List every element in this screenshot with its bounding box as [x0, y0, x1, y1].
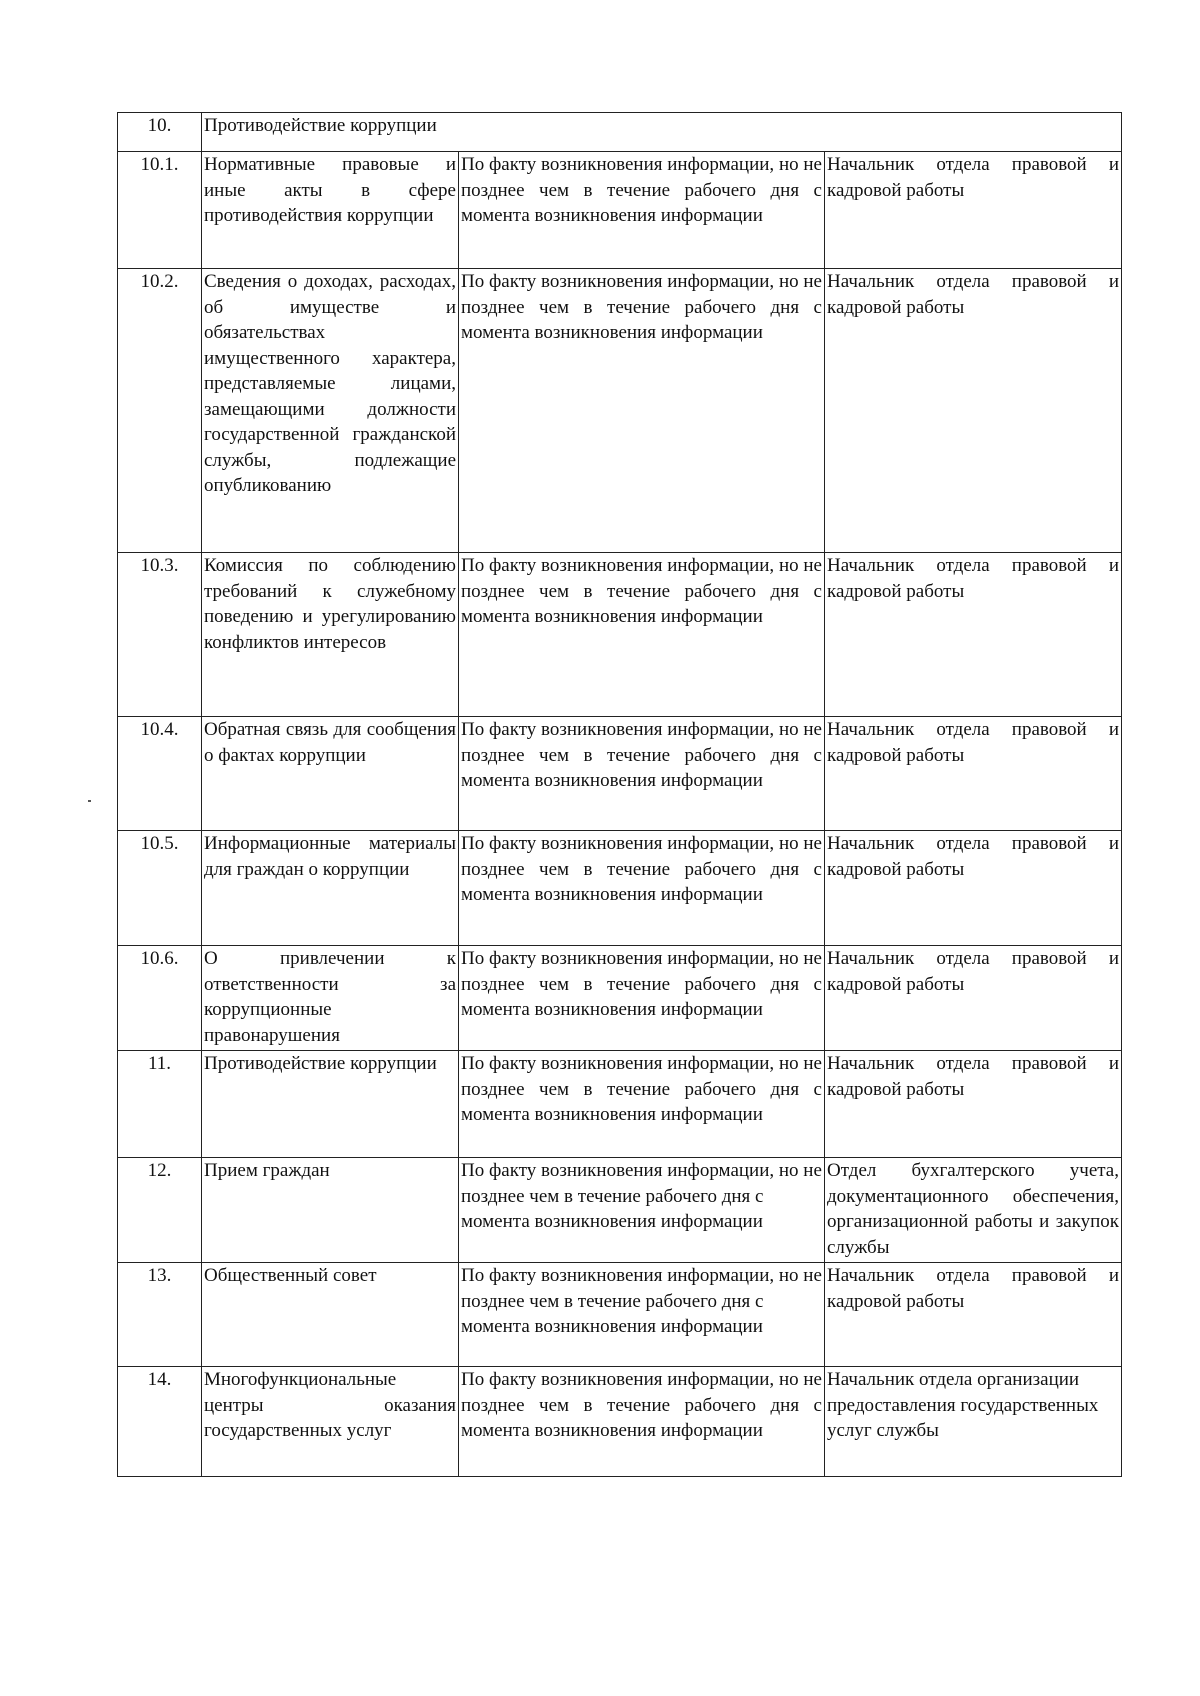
table-row: [118, 1158, 1122, 1263]
row-term: По факту возникновения информации, но не позднее чем в течение рабочего дня с момента возникновения информации: [459, 152, 825, 269]
row-term: По факту возникновения информации, но не позднее чем в течение рабочего дня с момента возникновения информации: [459, 1263, 825, 1367]
row-number: 12.: [118, 1158, 202, 1263]
row-term: По факту возникновения информации, но не позднее чем в течение рабочего дня с момента возникновения информации: [459, 946, 825, 1051]
row-responsible: Начальник отдела правовой и кадровой работы: [825, 946, 1122, 1051]
scan-speck: [88, 800, 91, 802]
section-header-row: [118, 113, 1122, 152]
table-row: [118, 553, 1122, 717]
row-number: 11.: [118, 1051, 202, 1158]
row-term: По факту возникновения информации, но не позднее чем в течение рабочего дня с момента возникновения информации: [459, 553, 825, 717]
row-term: По факту возникновения информации, но не позднее чем в течение рабочего дня с момента возникновения информации: [459, 831, 825, 946]
row-responsible: Начальник отдела правовой и кадровой работы: [825, 1263, 1122, 1367]
row-responsible: Начальник отдела организации предоставления государственных услуг службы: [825, 1367, 1122, 1477]
information-table: [117, 112, 1122, 1477]
table-row: [118, 831, 1122, 946]
row-responsible: Начальник отдела правовой и кадровой работы: [825, 717, 1122, 831]
row-responsible: Начальник отдела правовой и кадровой работы: [825, 553, 1122, 717]
row-responsible: Начальник отдела правовой и кадровой работы: [825, 269, 1122, 553]
row-number: 14.: [118, 1367, 202, 1477]
row-number: 10.2.: [118, 269, 202, 553]
section-number: 10.: [118, 113, 202, 152]
row-number: 10.6.: [118, 946, 202, 1051]
row-name: Сведения о доходах, расходах, об имуществе и обязательствах имущественного характера, представляемые лицами, замещающими должности государственной гражданской службы, подлежащие опубликованию: [202, 269, 459, 553]
row-name: Обратная связь для сообщения о фактах коррупции: [202, 717, 459, 831]
row-name: Комиссия по соблюдению требований к служебному поведению и урегулированию конфликтов интересов: [202, 553, 459, 717]
row-name: Общественный совет: [202, 1263, 459, 1367]
row-responsible: Начальник отдела правовой и кадровой работы: [825, 1051, 1122, 1158]
table-row: [118, 152, 1122, 269]
table-row: [118, 717, 1122, 831]
row-name: Противодействие коррупции: [202, 1051, 459, 1158]
row-name: Нормативные правовые и иные акты в сфере противодействия коррупции: [202, 152, 459, 269]
row-name: Прием граждан: [202, 1158, 459, 1263]
row-responsible: Начальник отдела правовой и кадровой работы: [825, 831, 1122, 946]
row-term: По факту возникновения информации, но не позднее чем в течение рабочего дня с момента возникновения информации: [459, 269, 825, 553]
row-number: 10.5.: [118, 831, 202, 946]
row-number: 10.4.: [118, 717, 202, 831]
section-title: Противодействие коррупции: [202, 113, 1122, 152]
row-responsible: Начальник отдела правовой и кадровой работы: [825, 152, 1122, 269]
row-term: По факту возникновения информации, но не позднее чем в течение рабочего дня с момента возникновения информации: [459, 1158, 825, 1263]
row-name: Многофункциональные центры оказания государственных услуг: [202, 1367, 459, 1477]
row-name: О привлечении к ответственности за коррупционные правонарушения: [202, 946, 459, 1051]
row-term: По факту возникновения информации, но не позднее чем в течение рабочего дня с момента возникновения информации: [459, 1051, 825, 1158]
row-responsible: Отдел бухгалтерского учета, документационного обеспечения, организационной работы и закупок службы: [825, 1158, 1122, 1263]
row-number: 10.1.: [118, 152, 202, 269]
table-row: [118, 1051, 1122, 1158]
row-name: Информационные материалы для граждан о коррупции: [202, 831, 459, 946]
row-term: По факту возникновения информации, но не позднее чем в течение рабочего дня с момента возникновения информации: [459, 1367, 825, 1477]
row-term: По факту возникновения информации, но не позднее чем в течение рабочего дня с момента возникновения информации: [459, 717, 825, 831]
table-row: [118, 269, 1122, 553]
row-number: 10.3.: [118, 553, 202, 717]
table-row: [118, 1263, 1122, 1367]
table-row: [118, 1367, 1122, 1477]
table-row: [118, 946, 1122, 1051]
row-number: 13.: [118, 1263, 202, 1367]
